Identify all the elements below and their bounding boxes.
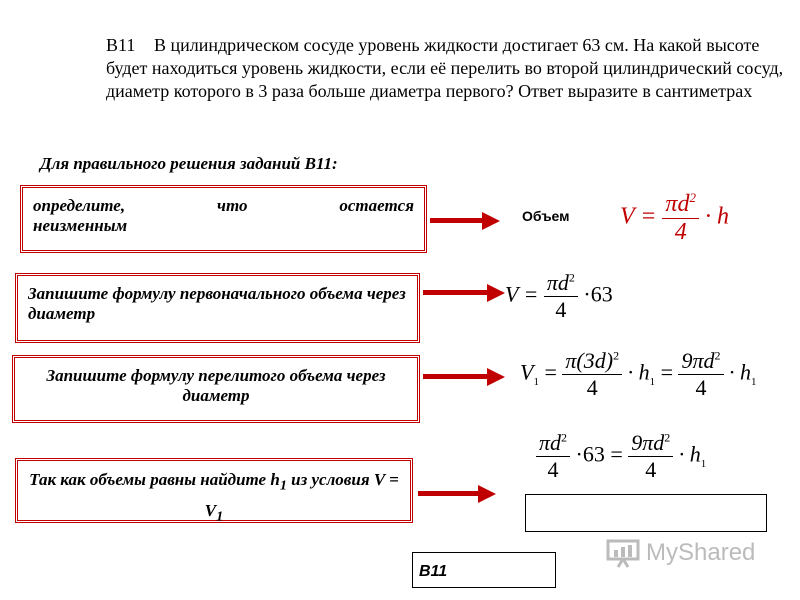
formula-volume: V = $\frac{\pi d^2}{4}$ · h [620, 190, 729, 245]
arrow-right-icon [423, 283, 505, 303]
formula-poured-volume: $V_1$ = $\frac{\pi(3d)^2}{4}$ · $h_1$ = $\frac{9\pi d^2}{4}$ · $h_1$ [520, 348, 757, 400]
arrow-right-icon [423, 367, 505, 387]
step1-line2: неизменным [33, 216, 128, 235]
watermark-text: MyShared [646, 539, 756, 566]
b11-label-box: B11 [412, 552, 556, 588]
step4-text-main: Так как объемы равны найдите h [29, 470, 280, 489]
step-box-3 [12, 355, 420, 423]
step4-sub2: 1 [216, 508, 224, 525]
step-box-1 [20, 185, 427, 253]
instructions-subtitle: Для правильного решения заданий B11: [40, 154, 338, 173]
problem-statement [106, 34, 786, 103]
formula-equal-volumes: $\frac{\pi d^2}{4}$ ·63 = $\frac{9\pi d^2}{4}$ · $h_1$ [536, 430, 706, 483]
step-box-4 [15, 458, 413, 523]
arrow-right-icon [430, 211, 500, 231]
answer-box[interactable] [525, 494, 767, 532]
step1-word2: что [217, 196, 248, 215]
formula-initial-volume: V = $\frac{\pi d^2}{4}$ ·63 [505, 270, 613, 322]
step4-text-mid: из условия V = V [204, 470, 399, 521]
watermark [606, 538, 755, 568]
presentation-board-icon [606, 538, 640, 568]
problem-text: В цилиндрическом сосуде уровень жидкости достигает 63 см. На какой высоте будет находиться уровень жидкости, если её перелить во второй цилиндрический сосуд, диаметр которого в 3 раза больше диаметра первого? Ответ выразите в сантиметрах [106, 35, 784, 101]
step1-word3: остается [339, 196, 414, 215]
step1-word1: определите, [33, 196, 126, 215]
step3-text: Запишите формулу перелитого объема через диаметр [46, 366, 386, 405]
problem-number: B11 [106, 35, 136, 55]
step4-sub1: 1 [279, 477, 287, 494]
arrow-right-icon [418, 484, 496, 504]
volume-label: Объем [522, 208, 570, 224]
step-box-2 [15, 273, 420, 343]
step2-text: Запишите формулу первоначального объема через диаметр [28, 284, 406, 323]
